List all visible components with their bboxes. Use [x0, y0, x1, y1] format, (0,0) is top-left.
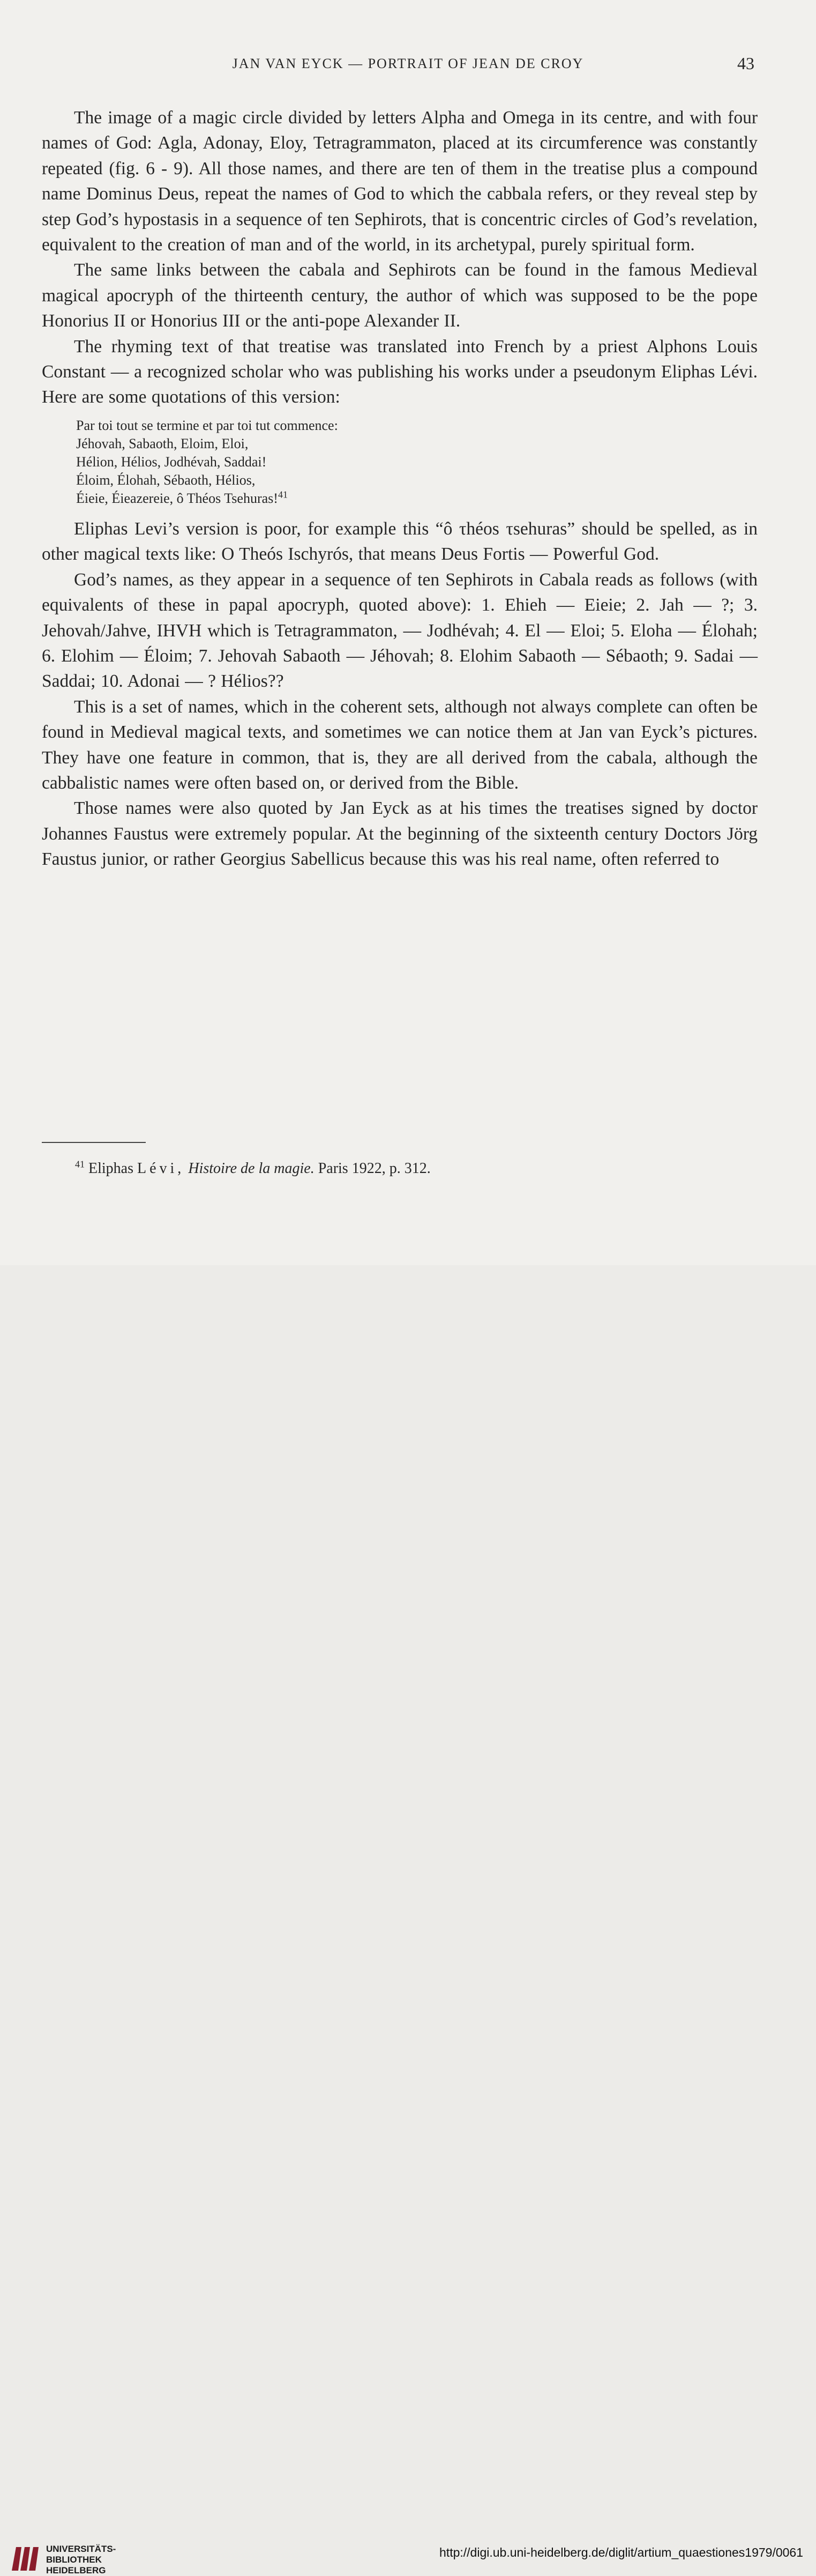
verse-quotation [76, 417, 758, 508]
footnote-divider [42, 1142, 146, 1143]
paragraph-6: This is a set of names, which in the coherent sets, although not always complete can often be found in Medieval magical texts, and sometimes we can notice them at Jan van Eyck’s pictures. They have one feature in common, that is, they are all derived from the cabala, although the cabbalistic names were often based on, or derived from the Bible. [42, 696, 758, 793]
footnote-title: Histoire de la magie. [188, 1160, 315, 1177]
verse-line-4: Éloim, Élohah, Sébaoth, Hélios, [76, 472, 256, 488]
paragraph-3: The rhyming text of that treatise was translated into French by a priest Alphons Louis Constant — a recognized scholar who was publishing his works under a pseudonym Eliphas Lévi. Here are some quotations of this version: [42, 336, 758, 407]
body-text [42, 105, 758, 872]
library-logo-icon [9, 2544, 41, 2574]
verse-line-3: Hélion, Hélios, Jodhévah, Saddai! [76, 454, 267, 470]
verse-line-5-wrap [76, 489, 758, 508]
footnote-details: Paris 1922, p. 312. [318, 1160, 431, 1177]
verse-line-5: Éieie, Éieazereie, ô Théos Tsehuras! [76, 490, 278, 506]
paragraph-5: God’s names, as they appear in a sequence of ten Sephirots in Cabala reads as follows (with equivalents of these in papal apocryph, quoted above): 1. Ehieh — Eieie; 2. Jah — ?; 3. Jehovah/Jahve, IHVH which is Tetragrammaton, — Jodhévah; 4. El — Eloi; 5. Eloha — Élohah; 6. Elohim — Éloim; 7. Jehovah Sabaoth — Jéhovah; 8. Elohim Sabaoth — Sébaoth; 9. Sadai — Saddai; 10. Adonai — ? Hélios?? [42, 569, 758, 692]
footnote-ref-41: 41 [278, 489, 288, 500]
footer-bar [0, 1265, 816, 2575]
footnote-author-first: Eliphas [88, 1160, 133, 1177]
paragraph-2: The same links between the cabala and Sephirots can be found in the famous Medieval magical apocryph of the thirteenth century, the author of which was supposed to be the pope Honorius II or Honorius III or the anti-pope Alexander II. [42, 260, 758, 331]
paragraph-1: The image of a magic circle divided by letters Alpha and Omega in its centre, and with four names of God: Agla, Adonay, Eloy, Tetragrammaton, placed at its circumference was constantly repeated (fig. 6 - 9). All those names, and there are ten of them in the treatise plus a compound name Dominus Deus, repeat the names of God to which the cabbala refers, or they reveal step by step God’s hypostasis in a sequence of ten Sephirots, that is concentric circles of God’s revelation, equivalent to the creation of man and of the world, in its archetypal, purely spiritual form. [42, 108, 758, 255]
footnote-41 [75, 1160, 431, 1177]
verse-line-1: Par toi tout se termine et par toi tut commence: [76, 417, 338, 433]
paragraph-7: Those names were also quoted by Jan Eyck as at his times the treatises signed by doctor Johannes Faustus were extremely popular. At the beginning of the sixteenth century Doctors Jörg Faustus junior, or rather Georgius Sabellicus because this was his real name, often referred to [42, 798, 758, 870]
library-name: UNIVERSITÄTS- BIBLIOTHEK HEIDELBERG [46, 2544, 116, 2575]
footnote-number: 41 [75, 1159, 85, 1170]
verse-line-2: Jéhovah, Sabaoth, Eloim, Eloi, [76, 435, 249, 451]
running-header: JAN VAN EYCK — PORTRAIT OF JEAN DE CROY [232, 56, 584, 71]
source-url-link[interactable]: http://digi.ub.uni-heidelberg.de/diglit/artium_quaestiones1979/0061 [439, 2545, 803, 2559]
document-page [0, 0, 816, 1265]
footnote-author-last: Lévi, [137, 1160, 185, 1177]
paragraph-4: Eliphas Levi’s version is poor, for example this “ô τhéos τsehuras” should be spelled, as in other magical texts like: O Theós Ischyrós, that means Deus Fortis — Powerful God. [42, 518, 758, 565]
page-number: 43 [737, 54, 754, 73]
